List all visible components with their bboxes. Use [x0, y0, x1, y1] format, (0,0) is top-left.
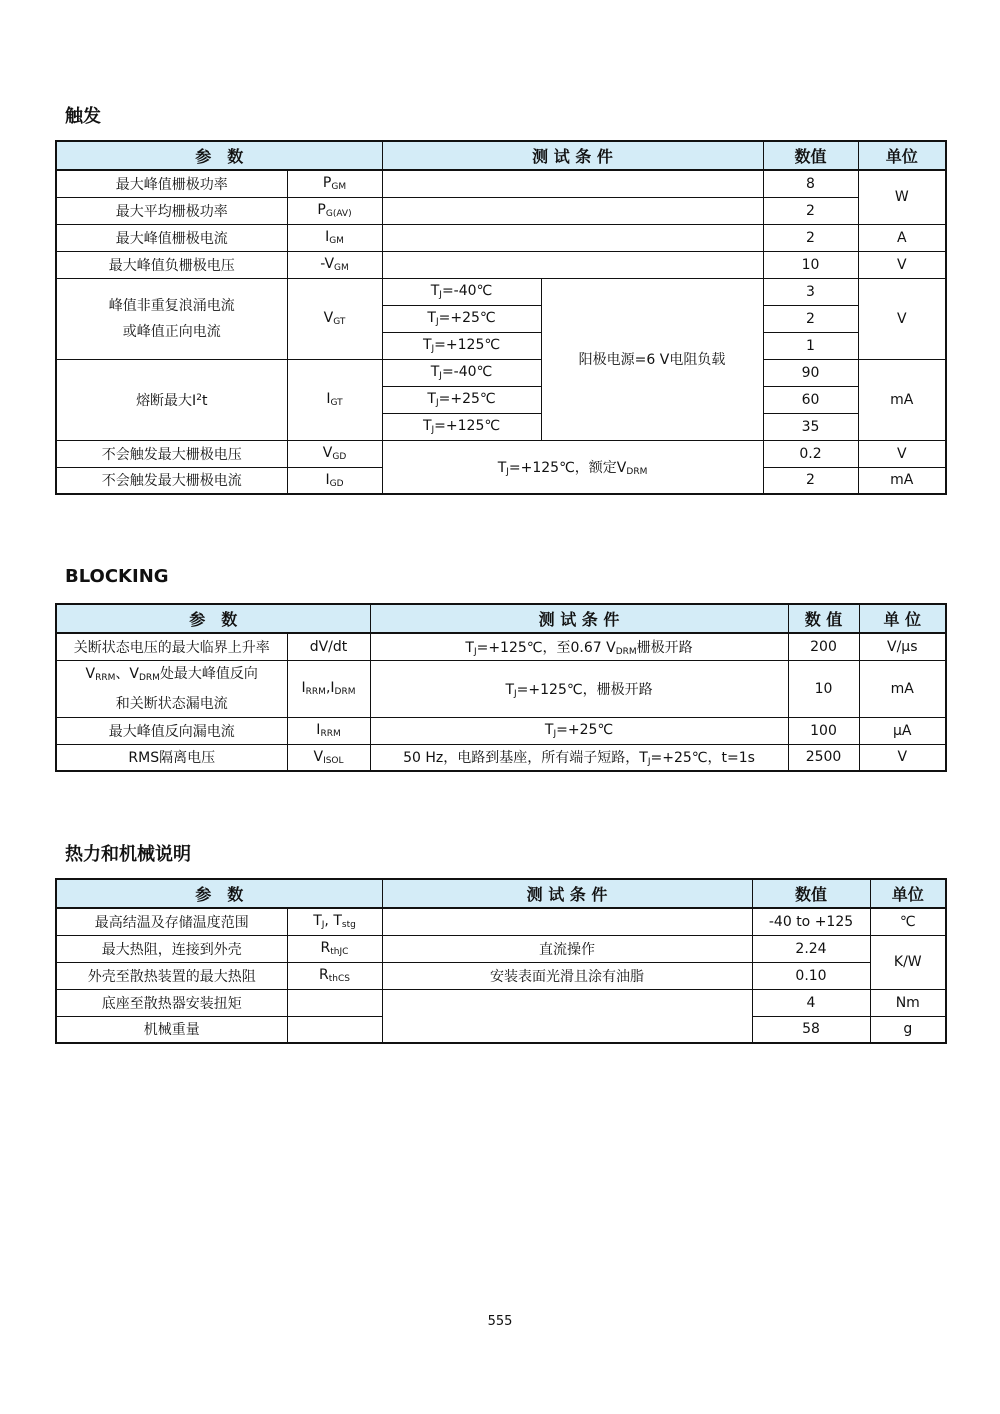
param-unit: V: [858, 440, 946, 467]
param-name: 不会触发最大栅极电压: [56, 440, 287, 467]
param-symbol: $I_{GT}$: [287, 359, 382, 440]
param-value: 0.10: [752, 962, 870, 989]
temp-condition: $T_J=+125℃$: [382, 413, 541, 440]
anode-condition: 阳极电源=6 V电阻负载: [541, 278, 763, 440]
param-unit: ℃: [870, 908, 946, 935]
header-unit: 单位: [858, 141, 946, 170]
table-row: [56, 278, 946, 305]
test-condition: [382, 251, 763, 278]
table-row: [56, 935, 946, 962]
param-unit: V: [858, 251, 946, 278]
param-symbol: $P_{GM}$: [287, 170, 382, 197]
param-value: 0.2: [763, 440, 858, 467]
param-unit: V/μs: [859, 633, 946, 660]
param-name: 关断状态电压的最大临界上升率: [56, 633, 287, 660]
header-param: 参 数: [56, 141, 382, 170]
param-symbol: [287, 989, 382, 1016]
test-condition: [382, 170, 763, 197]
param-value: 2.24: [752, 935, 870, 962]
param-symbol: $V_{GD}$: [287, 440, 382, 467]
blocking-table: [55, 603, 947, 772]
param-unit: A: [858, 224, 946, 251]
test-condition: [382, 908, 752, 935]
gd-condition: $T_J=+125℃$，额定$V_{DRM}$: [382, 440, 763, 494]
param-name: 最大热阻，连接到外壳: [56, 935, 287, 962]
table-row: [56, 908, 946, 935]
param-name: 熔断最大$I^2t$: [56, 359, 287, 440]
header-param: 参 数: [56, 879, 382, 908]
param-name: RMS隔离电压: [56, 744, 287, 771]
temp-condition: $T_J=-40℃$: [382, 359, 541, 386]
param-value: 1: [763, 332, 858, 359]
param-symbol: $R_{thJC}$: [287, 935, 382, 962]
section-title-blocking: BLOCKING: [65, 566, 169, 587]
param-name: 底座至散热器安装扭矩: [56, 989, 287, 1016]
param-unit: mA: [859, 660, 946, 717]
section-title-trigger: 触发: [65, 106, 101, 127]
param-symbol: $R_{thCS}$: [287, 962, 382, 989]
table-row: [56, 717, 946, 744]
test-condition: 安装表面光滑且涂有油脂: [382, 962, 752, 989]
param-value: 200: [788, 633, 859, 660]
param-unit: μA: [859, 717, 946, 744]
table-row: [56, 440, 946, 467]
test-condition: [382, 989, 752, 1043]
param-value: 90: [763, 359, 858, 386]
param-symbol: $I_{GM}$: [287, 224, 382, 251]
param-value: 10: [763, 251, 858, 278]
test-condition: 直流操作: [382, 935, 752, 962]
temp-condition: $T_J=+25℃$: [382, 305, 541, 332]
header-unit: 单位: [870, 879, 946, 908]
param-value: 100: [788, 717, 859, 744]
test-condition: 50 Hz，电路到基座，所有端子短路，$T_J=+25℃$，t=1s: [370, 744, 788, 771]
test-condition: [382, 197, 763, 224]
table-row: [56, 989, 946, 1016]
header-value: 数 值: [788, 604, 859, 633]
param-value: 2500: [788, 744, 859, 771]
temp-condition: $T_J=+25℃$: [382, 386, 541, 413]
table-row: [56, 197, 946, 224]
table-header-row: [56, 879, 946, 908]
test-condition: $T_J=+125℃$，栅极开路: [370, 660, 788, 717]
table-row: [56, 660, 946, 717]
table-row: [56, 251, 946, 278]
table-header-row: [56, 141, 946, 170]
header-unit: 单 位: [859, 604, 946, 633]
param-symbol: dV/dt: [287, 633, 370, 660]
param-value: 2: [763, 224, 858, 251]
param-symbol: $I_{RRM}$: [287, 717, 370, 744]
param-unit: mA: [858, 467, 946, 494]
param-name: 最大峰值反向漏电流: [56, 717, 287, 744]
param-value: 4: [752, 989, 870, 1016]
header-condition: 测 试 条 件: [382, 879, 752, 908]
table-row: [56, 744, 946, 771]
param-value: 3: [763, 278, 858, 305]
param-unit: V: [859, 744, 946, 771]
param-symbol: $I_{RRM},I_{DRM}$: [287, 660, 370, 717]
section-title-thermal: 热力和机械说明: [65, 844, 191, 865]
param-name: 不会触发最大栅极电流: [56, 467, 287, 494]
param-value: 10: [788, 660, 859, 717]
param-value: 2: [763, 467, 858, 494]
test-condition: [382, 224, 763, 251]
test-condition: $T_J=+25℃$: [370, 717, 788, 744]
table-row: [56, 359, 946, 386]
table-row: [56, 224, 946, 251]
table-row: [56, 170, 946, 197]
param-symbol: $I_{GD}$: [287, 467, 382, 494]
header-value: 数值: [763, 141, 858, 170]
param-value: 2: [763, 197, 858, 224]
param-name: 峰值非重复浪涌电流 或峰值正向电流: [56, 278, 287, 359]
param-value: 8: [763, 170, 858, 197]
param-value: 58: [752, 1016, 870, 1043]
header-value: 数值: [752, 879, 870, 908]
temp-condition: $T_J=+125℃$: [382, 332, 541, 359]
table-header-row: [56, 604, 946, 633]
table-row: [56, 962, 946, 989]
param-name: 机械重量: [56, 1016, 287, 1043]
table-row: [56, 633, 946, 660]
header-condition: 测 试 条 件: [382, 141, 763, 170]
param-symbol: $V_{ISOL}$: [287, 744, 370, 771]
param-unit: mA: [858, 359, 946, 440]
temp-condition: $T_J=-40℃$: [382, 278, 541, 305]
param-unit: Nm: [870, 989, 946, 1016]
header-param: 参 数: [56, 604, 370, 633]
page-number: 555: [487, 1314, 513, 1329]
param-unit: g: [870, 1016, 946, 1043]
param-unit: K/W: [870, 935, 946, 989]
param-value: 60: [763, 386, 858, 413]
param-name: 最大峰值栅极功率: [56, 170, 287, 197]
header-condition: 测 试 条 件: [370, 604, 788, 633]
param-name: 最大峰值栅极电流: [56, 224, 287, 251]
param-unit: V: [858, 278, 946, 359]
param-symbol: [287, 1016, 382, 1043]
param-symbol: $P_{G(AV)}$: [287, 197, 382, 224]
param-name: $V_{RRM}$、$V_{DRM}$处最大峰值反向 和关断状态漏电流: [56, 660, 287, 717]
param-symbol: $-V_{GM}$: [287, 251, 382, 278]
thermal-table: [55, 878, 947, 1044]
param-name: 最高结温及存储温度范围: [56, 908, 287, 935]
param-value: -40 to +125: [752, 908, 870, 935]
param-name: 最大峰值负栅极电压: [56, 251, 287, 278]
trigger-table: [55, 140, 947, 495]
param-name: 最大平均栅极功率: [56, 197, 287, 224]
param-value: 2: [763, 305, 858, 332]
param-symbol: $T_J$, $T_{stg}$: [287, 908, 382, 935]
param-symbol: $V_{GT}$: [287, 278, 382, 359]
param-value: 35: [763, 413, 858, 440]
param-name: 外壳至散热装置的最大热阻: [56, 962, 287, 989]
param-unit: W: [858, 170, 946, 224]
test-condition: $T_J=+125℃$，至0.67 $V_{DRM}$栅极开路: [370, 633, 788, 660]
